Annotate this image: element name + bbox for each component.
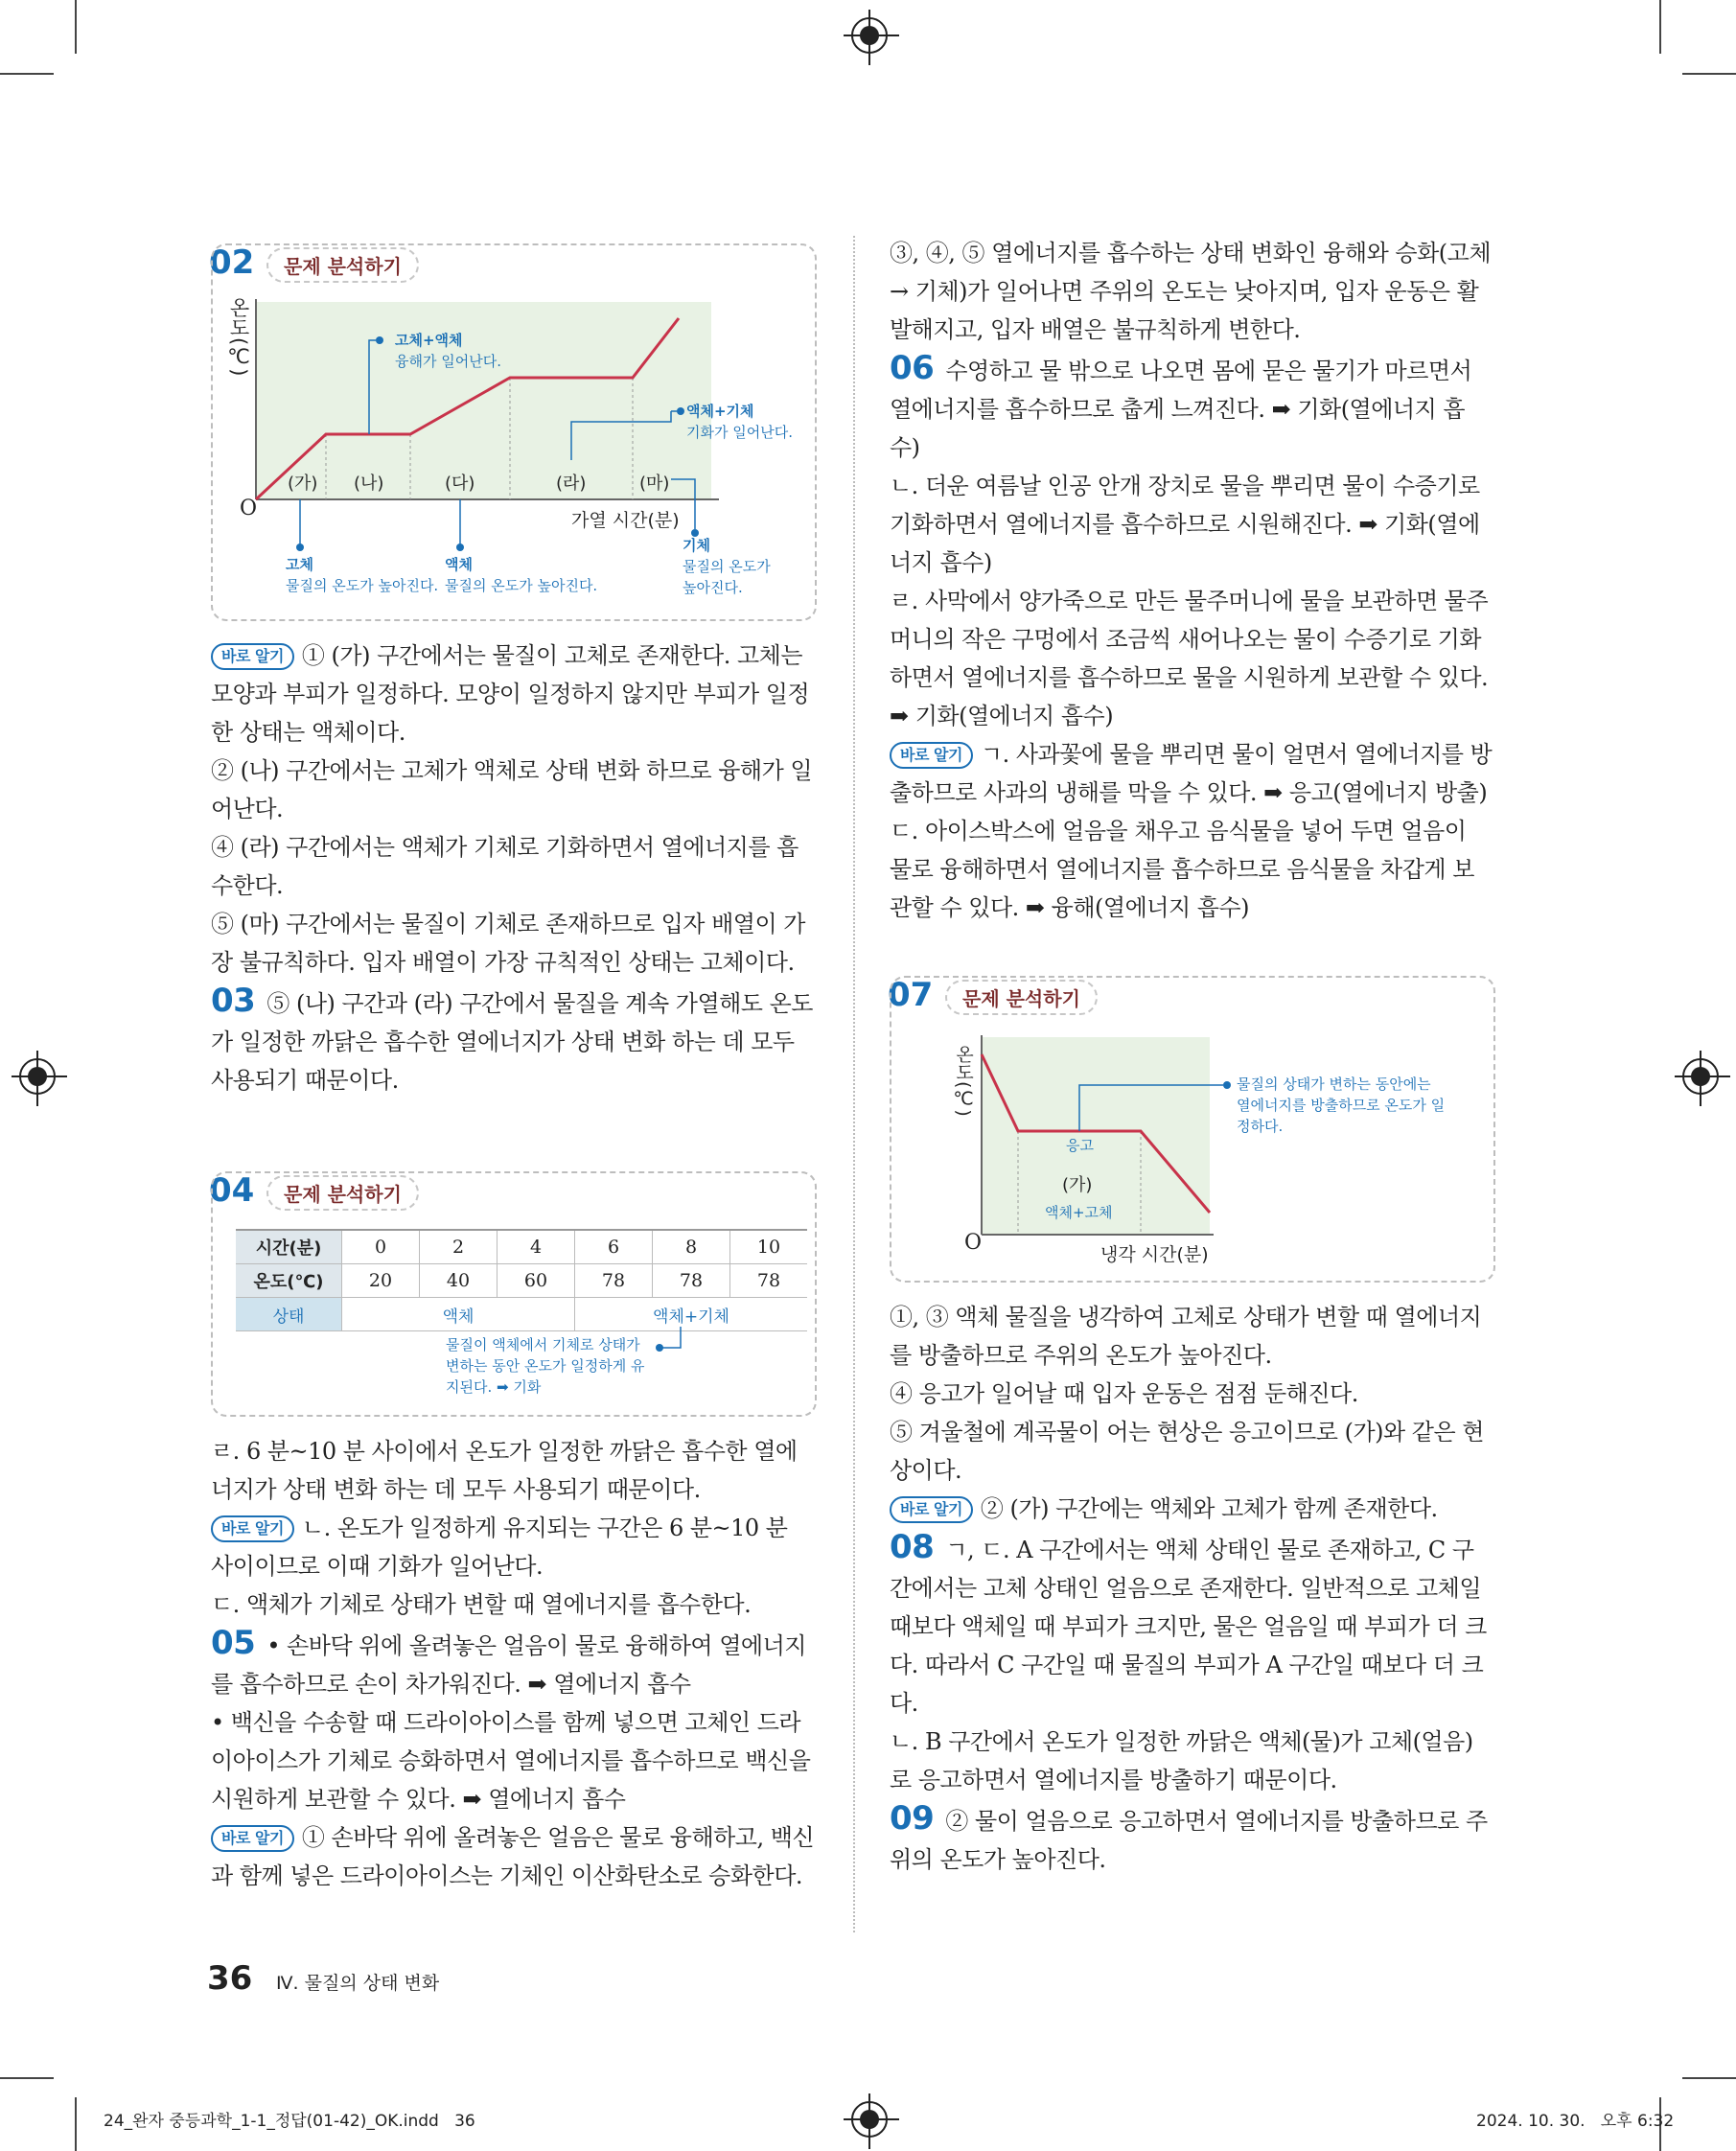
graph-origin: O [240, 497, 258, 520]
answer-line: 바로 알기 ① 손바닥 위에 올려놓은 얼음은 물로 융해하고, 백신과 함께 넣은 드라이아이스는 기체인 이산화탄소로 승화한다. [211, 1824, 815, 1889]
answer-line: ①, ③ 액체 물질을 냉각하여 고체로 상태가 변할 때 열에너지를 방출하므로 주위의 온도가 높아진다. [890, 1304, 1482, 1369]
answer-line: ㄹ. 사막에서 양가죽으로 만든 물주머니에 물을 보관하면 물주머니의 작은 구멍에서 조금씩 새어나오는 물이 수증기로 기화하면서 열에너지를 흡수하므로 물을 시원하게 보관할 수 있다. ➡ 기화(열에너지 흡수) [890, 588, 1489, 729]
question-number: 04 [209, 1171, 255, 1210]
table-row [236, 1230, 807, 1264]
segment-label: (가) [288, 474, 318, 494]
graph-origin: O [964, 1231, 983, 1255]
answer-line: 바로 알기 ② (가) 구간에는 액체와 고체가 함께 존재한다. [890, 1490, 1493, 1528]
table-row [236, 1264, 807, 1298]
segment-label: (라) [556, 474, 587, 494]
correction-badge: 바로 알기 [211, 1825, 294, 1852]
crop-mark [1659, 0, 1661, 54]
answer-line: 바로 알기 ㄴ. 온도가 일정하게 유지되는 구간은 6 분~10 분 사이이므로 이때 기화가 일어난다. [211, 1515, 788, 1580]
annotation-solid-liquid: 고체+액체 융해가 일어난다. [395, 332, 501, 370]
table-cell: 60 [498, 1264, 575, 1298]
print-date: 2024. 10. 30. 오후 6:32 [1476, 2112, 1675, 2131]
table-cell: 액체 [342, 1298, 575, 1331]
answer-line: ③, ④, ⑤ 열에너지를 흡수하는 상태 변화인 융해와 승화(고체 → 기체)가 일어나면 주위의 온도는 낮아지며, 입자 운동은 활발해지고, 입자 배열은 불규칙하게 변한다. [890, 240, 1492, 343]
cooling-curve-graph [959, 1026, 1476, 1265]
table-header: 온도(℃) [236, 1264, 342, 1298]
answer-line: ⑤ 겨울철에 계곡물이 어는 현상은 응고이므로 (가)와 같은 현상이다. [890, 1419, 1484, 1484]
question-number: 07 [888, 976, 934, 1014]
callout-dot [456, 544, 464, 551]
crop-mark [1682, 2077, 1736, 2079]
table-cell: 0 [342, 1230, 420, 1264]
crop-mark [0, 73, 54, 75]
table-cell: 10 [730, 1230, 808, 1264]
left-column-text [211, 1432, 815, 1895]
correction-badge: 바로 알기 [890, 1496, 973, 1523]
registration-mark [851, 17, 888, 54]
annotation-solid: 고체 물질의 온도가 높아진다. [286, 556, 439, 594]
correction-badge: 바로 알기 [890, 742, 973, 769]
table-cell: 6 [575, 1230, 653, 1264]
question-number: 02 [209, 243, 255, 282]
y-axis-label: 온도(℃) [953, 1045, 974, 1117]
annotation-cooling: 물질의 상태가 변하는 동안에는 열에너지를 방출하므로 온도가 일 정하다. [1237, 1076, 1446, 1135]
table-header: 상태 [236, 1298, 342, 1331]
panel-title: 문제 분석하기 [945, 980, 1098, 1015]
crop-mark [75, 2097, 77, 2151]
column-divider [853, 236, 855, 1932]
answer-line: 05 • 손바닥 위에 올려놓은 얼음이 물로 융해하여 열에너지를 흡수하므로 손이 차가워진다. ➡ 열에너지 흡수 [211, 1624, 806, 1698]
segment-label: (다) [445, 474, 475, 494]
x-axis-label: 가열 시간(분) [571, 510, 680, 531]
right-column-text [890, 234, 1493, 927]
crop-mark [1682, 73, 1736, 75]
answer-line: ㄴ. B 구간에서 온도가 일정한 까닭은 액체(물)가 고체(얼음)로 응고하면서 열에너지를 방출하기 때문이다. [890, 1728, 1473, 1793]
callout-dot [1223, 1081, 1231, 1089]
answer-line: ⑤ (마) 구간에서는 물질이 기체로 존재하므로 입자 배열이 가장 불규칙하다. 입자 배열이 가장 규칙적인 상태는 고체이다. [211, 911, 805, 976]
annotation-liquid-gas: 액체+기체 기화가 일어난다. [686, 403, 793, 441]
answer-line: ② (나) 구간에서는 고체가 액체로 상태 변화 하므로 융해가 일어난다. [211, 757, 813, 822]
table-cell: 액체+기체 [575, 1298, 808, 1331]
right-column-text [890, 1298, 1493, 1879]
panel-title: 문제 분석하기 [266, 1175, 419, 1211]
answer-line: • 백신을 수송할 때 드라이아이스를 함께 넣으면 고체인 드라이아이스가 기체로 승화하면서 열에너지를 흡수하므로 백신을 시원하게 보관할 수 있다. ➡ 열에너지 흡수 [211, 1709, 811, 1813]
table-cell: 8 [653, 1230, 730, 1264]
answer-line: 03 ⑤ (나) 구간과 (라) 구간에서 물질을 계속 가열해도 온도가 일정한 까닭은 흡수한 열에너지가 상태 변화 하는 데 모두 사용되기 때문이다. [211, 982, 813, 1094]
answer-line: 바로 알기 ㄱ. 사과꽃에 물을 뿌리면 물이 얼면서 열에너지를 방출하므로 사과의 냉해를 막을 수 있다. ➡ 응고(열에너지 방출) [890, 741, 1493, 806]
table-cell: 78 [730, 1264, 808, 1298]
answer-line: 06 수영하고 물 밖으로 나오면 몸에 묻은 물기가 마르면서 열에너지를 흡수하므로 춥게 느껴진다. ➡ 기화(열에너지 흡수) [890, 349, 1472, 461]
segment-label: (마) [639, 474, 670, 494]
table-cell: 4 [498, 1230, 575, 1264]
table-header: 시간(분) [236, 1230, 342, 1264]
answer-line: 09 ② 물이 얼음으로 응고하면서 열에너지를 방출하므로 주위의 온도가 높아진다. [890, 1799, 1488, 1873]
question-number: 08 [890, 1528, 935, 1566]
registration-mark [19, 1058, 56, 1095]
segment-label: (가) [1062, 1175, 1093, 1195]
table-cell: 20 [342, 1264, 420, 1298]
question-number: 06 [890, 349, 935, 387]
crop-mark [75, 0, 77, 54]
answer-line: ㄹ. 6 분~10 분 사이에서 온도가 일정한 까닭은 흡수한 열에너지가 상태 변화 하는 데 모두 사용되기 때문이다. [211, 1438, 798, 1503]
answer-line: 08 ㄱ, ㄷ. A 구간에서는 액체 상태인 물로 존재하고, C 구간에서는 고체 상태인 얼음으로 존재한다. 일반적으로 고체일 때보다 액체일 때 부피가 크지만, 물은 얼음일 때 부피가 더 크다. 따라서 C 구간일 때 물질의 부피가 A 구간일 때보다 더 크다. [890, 1528, 1487, 1717]
answer-line: ④ 응고가 일어날 때 입자 운동은 점점 둔해진다. [890, 1380, 1358, 1407]
annotation-gas: 기체 물질의 온도가 높아진다. [683, 537, 771, 596]
table-cell: 40 [420, 1264, 498, 1298]
page-number: 36 [207, 1959, 253, 1998]
table-note: 물질이 액체에서 기체로 상태가 변하는 동안 온도가 일정하게 유 지된다. ➡ 기화 [446, 1336, 645, 1396]
table-cell: 2 [420, 1230, 498, 1264]
registration-mark [851, 2101, 888, 2138]
table-callout [652, 1327, 690, 1355]
crop-mark [0, 2077, 54, 2079]
answer-line: ㄴ. 더운 여름날 인공 안개 장치로 물을 뿌리면 물이 수증기로 기화하면서 열에너지를 흡수하므로 시원해진다. ➡ 기화(열에너지 흡수) [890, 473, 1480, 576]
chapter-title: Ⅳ. 물질의 상태 변화 [276, 1973, 440, 1994]
question-number: 09 [890, 1799, 935, 1838]
answer-line: ㄷ. 액체가 기체로 상태가 변할 때 열에너지를 흡수한다. [211, 1591, 752, 1618]
question-number: 03 [211, 982, 256, 1020]
answer-line: ㄷ. 아이스박스에 얼음을 채우고 음식물을 넣어 두면 얼음이 물로 융해하면서 열에너지를 흡수하므로 음식물을 차갑게 보관할 수 있다. ➡ 융해(열에너지 흡수) [890, 818, 1474, 921]
segment-state: 액체+고체 [1045, 1204, 1113, 1221]
registration-mark [1682, 1058, 1719, 1095]
answer-line: 바로 알기 ① (가) 구간에서는 물질이 고체로 존재한다. 고체는 모양과 부피가 일정하다. 모양이 일정하지 않지만 부피가 일정한 상태는 액체이다. [211, 642, 810, 746]
callout-dot [296, 544, 304, 551]
table-cell: 78 [575, 1264, 653, 1298]
table-cell: 78 [653, 1264, 730, 1298]
callout-dot [376, 336, 383, 344]
correction-badge: 바로 알기 [211, 643, 294, 670]
answer-line: ④ (라) 구간에서는 액체가 기체로 기화하면서 열에너지를 흡수한다. [211, 834, 799, 899]
file-name: 24_완자 중등과학_1-1_정답(01-42)_OK.indd 36 [104, 2112, 475, 2131]
annotation-liquid: 액체 물질의 온도가 높아진다. [445, 556, 598, 594]
data-table [236, 1229, 807, 1331]
table-row [236, 1298, 807, 1331]
left-column-text [211, 636, 815, 1099]
question-number: 05 [211, 1624, 256, 1662]
y-axis-label: 온도(℃) [227, 297, 250, 377]
segment-name: 응고 [1066, 1137, 1094, 1154]
segment-label: (나) [354, 474, 384, 494]
callout-dot [677, 407, 684, 415]
panel-title: 문제 분석하기 [266, 247, 419, 283]
x-axis-label: 냉각 시간(분) [1100, 1244, 1209, 1265]
correction-badge: 바로 알기 [211, 1515, 294, 1542]
